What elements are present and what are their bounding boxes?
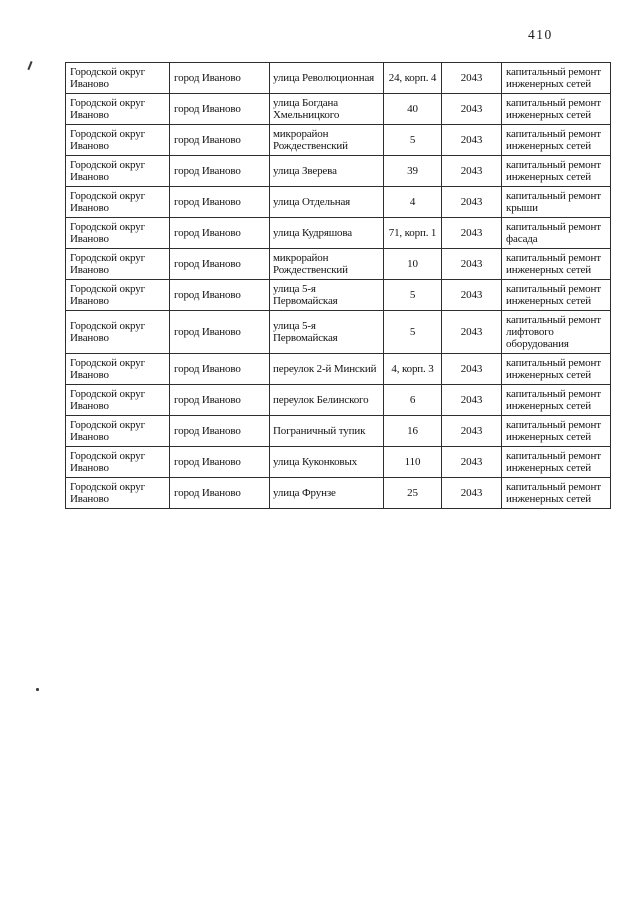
house-number-cell: 5 bbox=[384, 125, 442, 156]
work-type-cell: капитальный ремонт инженерных сетей bbox=[502, 385, 611, 416]
street-cell: улица Зверева bbox=[270, 156, 384, 187]
work-type-cell: капитальный ремонт инженерных сетей bbox=[502, 280, 611, 311]
table-row bbox=[66, 94, 611, 125]
house-number-cell: 110 bbox=[384, 447, 442, 478]
district-cell: Городской округ Иваново bbox=[66, 94, 170, 125]
repair-schedule-table bbox=[65, 62, 611, 509]
district-cell: Городской округ Иваново bbox=[66, 156, 170, 187]
scan-artifact-slash bbox=[27, 61, 32, 70]
city-cell: город Иваново bbox=[170, 63, 270, 94]
work-type-cell: капитальный ремонт инженерных сетей bbox=[502, 416, 611, 447]
city-cell: город Иваново bbox=[170, 416, 270, 447]
district-cell: Городской округ Иваново bbox=[66, 416, 170, 447]
street-cell: переулок Белинского bbox=[270, 385, 384, 416]
work-type-cell: капитальный ремонт инженерных сетей bbox=[502, 63, 611, 94]
table-row bbox=[66, 218, 611, 249]
house-number-cell: 25 bbox=[384, 478, 442, 509]
district-cell: Городской округ Иваново bbox=[66, 125, 170, 156]
table-row bbox=[66, 187, 611, 218]
city-cell: город Иваново bbox=[170, 125, 270, 156]
work-type-cell: капитальный ремонт лифтового оборудования bbox=[502, 311, 611, 354]
district-cell: Городской округ Иваново bbox=[66, 385, 170, 416]
street-cell: микрорайон Рождественский bbox=[270, 249, 384, 280]
district-cell: Городской округ Иваново bbox=[66, 478, 170, 509]
street-cell: улица 5-я Первомайская bbox=[270, 311, 384, 354]
work-type-cell: капитальный ремонт инженерных сетей bbox=[502, 249, 611, 280]
city-cell: город Иваново bbox=[170, 354, 270, 385]
street-cell: улица Куконковых bbox=[270, 447, 384, 478]
district-cell: Городской округ Иваново bbox=[66, 311, 170, 354]
district-cell: Городской округ Иваново bbox=[66, 187, 170, 218]
work-type-cell: капитальный ремонт инженерных сетей bbox=[502, 354, 611, 385]
work-type-cell: капитальный ремонт инженерных сетей bbox=[502, 478, 611, 509]
scan-artifact-dot bbox=[36, 688, 39, 691]
district-cell: Городской округ Иваново bbox=[66, 280, 170, 311]
street-cell: микрорайон Рождественский bbox=[270, 125, 384, 156]
year-cell: 2043 bbox=[442, 447, 502, 478]
house-number-cell: 10 bbox=[384, 249, 442, 280]
city-cell: город Иваново bbox=[170, 280, 270, 311]
district-cell: Городской округ Иваново bbox=[66, 218, 170, 249]
city-cell: город Иваново bbox=[170, 94, 270, 125]
year-cell: 2043 bbox=[442, 187, 502, 218]
house-number-cell: 5 bbox=[384, 280, 442, 311]
city-cell: город Иваново bbox=[170, 249, 270, 280]
street-cell: улица Богдана Хмельницкого bbox=[270, 94, 384, 125]
work-type-cell: капитальный ремонт инженерных сетей bbox=[502, 447, 611, 478]
district-cell: Городской округ Иваново bbox=[66, 63, 170, 94]
work-type-cell: капитальный ремонт инженерных сетей bbox=[502, 94, 611, 125]
district-cell: Городской округ Иваново bbox=[66, 354, 170, 385]
year-cell: 2043 bbox=[442, 63, 502, 94]
house-number-cell: 40 bbox=[384, 94, 442, 125]
street-cell: улица Революционная bbox=[270, 63, 384, 94]
table-row bbox=[66, 385, 611, 416]
city-cell: город Иваново bbox=[170, 447, 270, 478]
street-cell: улица Отдельная bbox=[270, 187, 384, 218]
table-row bbox=[66, 311, 611, 354]
table-body bbox=[66, 63, 611, 509]
district-cell: Городской округ Иваново bbox=[66, 249, 170, 280]
city-cell: город Иваново bbox=[170, 478, 270, 509]
table-row bbox=[66, 447, 611, 478]
city-cell: город Иваново bbox=[170, 156, 270, 187]
table-row bbox=[66, 63, 611, 94]
house-number-cell: 24, корп. 4 bbox=[384, 63, 442, 94]
street-cell: улица Кудряшова bbox=[270, 218, 384, 249]
work-type-cell: капитальный ремонт инженерных сетей bbox=[502, 125, 611, 156]
house-number-cell: 5 bbox=[384, 311, 442, 354]
year-cell: 2043 bbox=[442, 478, 502, 509]
house-number-cell: 39 bbox=[384, 156, 442, 187]
year-cell: 2043 bbox=[442, 354, 502, 385]
district-cell: Городской округ Иваново bbox=[66, 447, 170, 478]
year-cell: 2043 bbox=[442, 280, 502, 311]
house-number-cell: 4 bbox=[384, 187, 442, 218]
house-number-cell: 16 bbox=[384, 416, 442, 447]
street-cell: Пограничный тупик bbox=[270, 416, 384, 447]
table-row bbox=[66, 478, 611, 509]
table-row bbox=[66, 156, 611, 187]
table-row bbox=[66, 280, 611, 311]
street-cell: улица 5-я Первомайская bbox=[270, 280, 384, 311]
city-cell: город Иваново bbox=[170, 385, 270, 416]
year-cell: 2043 bbox=[442, 249, 502, 280]
table-row bbox=[66, 354, 611, 385]
work-type-cell: капитальный ремонт крыши bbox=[502, 187, 611, 218]
table-row bbox=[66, 416, 611, 447]
city-cell: город Иваново bbox=[170, 187, 270, 218]
year-cell: 2043 bbox=[442, 218, 502, 249]
house-number-cell: 6 bbox=[384, 385, 442, 416]
work-type-cell: капитальный ремонт фасада bbox=[502, 218, 611, 249]
table-row bbox=[66, 249, 611, 280]
street-cell: улица Фрунзе bbox=[270, 478, 384, 509]
year-cell: 2043 bbox=[442, 416, 502, 447]
year-cell: 2043 bbox=[442, 311, 502, 354]
year-cell: 2043 bbox=[442, 125, 502, 156]
house-number-cell: 71, корп. 1 bbox=[384, 218, 442, 249]
work-type-cell: капитальный ремонт инженерных сетей bbox=[502, 156, 611, 187]
table-row bbox=[66, 125, 611, 156]
city-cell: город Иваново bbox=[170, 311, 270, 354]
city-cell: город Иваново bbox=[170, 218, 270, 249]
house-number-cell: 4, корп. 3 bbox=[384, 354, 442, 385]
street-cell: переулок 2-й Минский bbox=[270, 354, 384, 385]
year-cell: 2043 bbox=[442, 385, 502, 416]
year-cell: 2043 bbox=[442, 156, 502, 187]
year-cell: 2043 bbox=[442, 94, 502, 125]
page-number: 410 bbox=[528, 27, 553, 42]
